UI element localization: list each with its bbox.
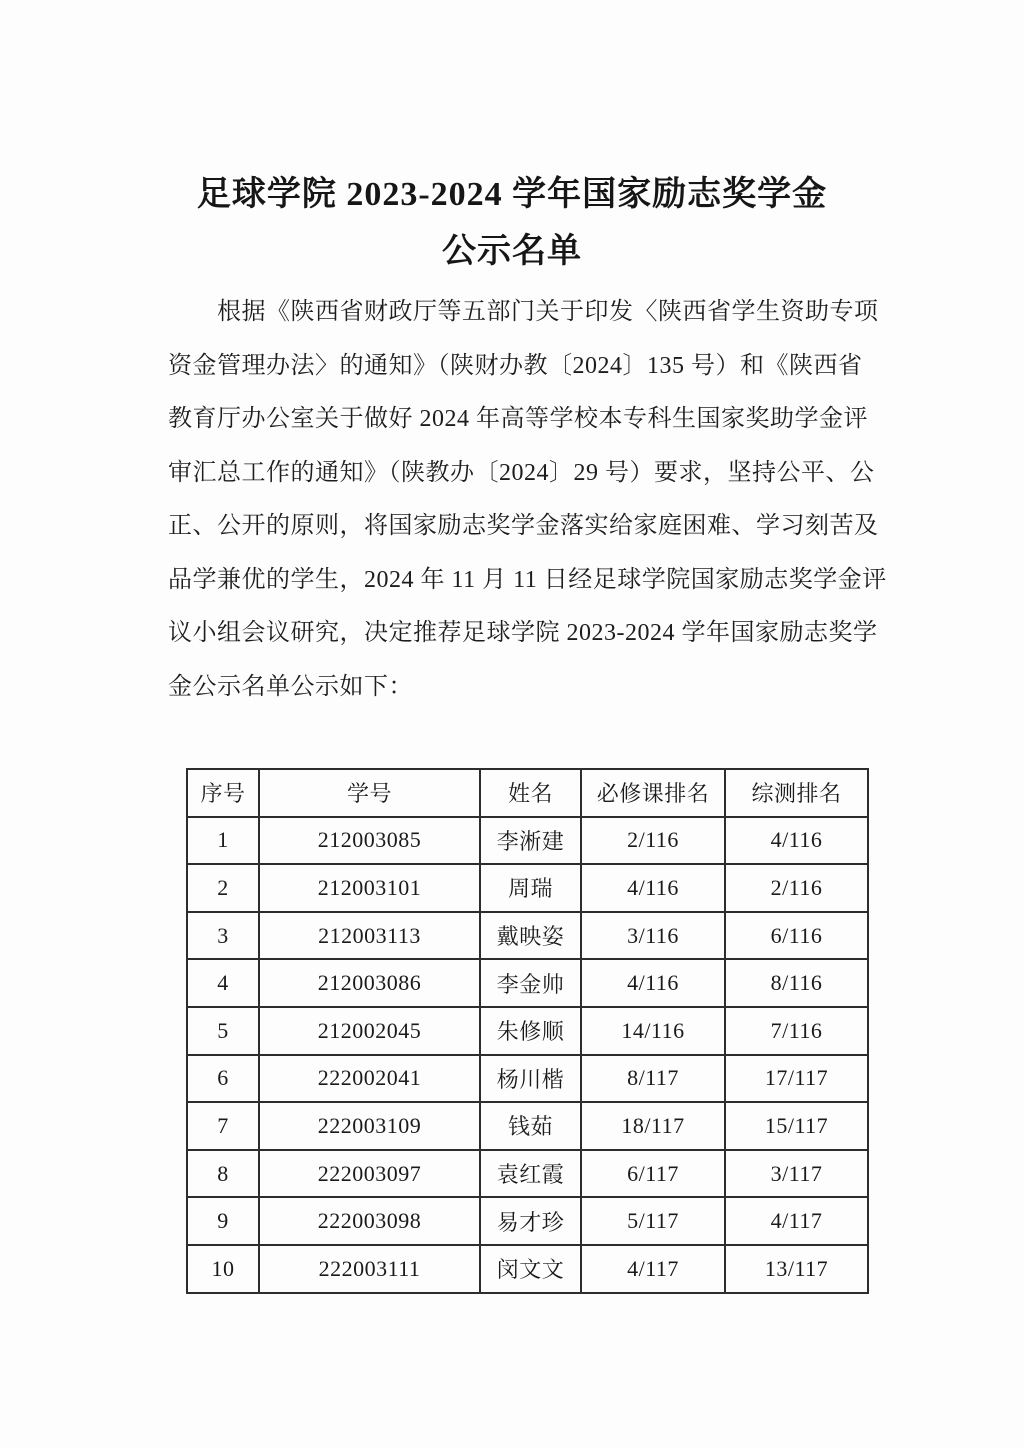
- cell-comprehensive-rank: 3/117: [725, 1150, 868, 1198]
- cell-seq: 5: [187, 1007, 259, 1055]
- scholarship-table: [186, 768, 869, 1294]
- cell-seq: 9: [187, 1197, 259, 1245]
- cell-name: 戴映姿: [480, 912, 581, 960]
- paragraph-line: 资金管理办法〉的通知》（陕财办教〔2024〕135 号）和《陕西省: [168, 352, 863, 379]
- cell-seq: 6: [187, 1055, 259, 1103]
- cell-required-course-rank: 4/117: [581, 1245, 725, 1293]
- paragraph-line: 根据《陕西省财政厅等五部门关于印发〈陕西省学生资助专项: [217, 299, 879, 325]
- cell-comprehensive-rank: 13/117: [725, 1245, 868, 1293]
- cell-comprehensive-rank: 17/117: [725, 1055, 868, 1103]
- cell-required-course-rank: 4/116: [581, 959, 725, 1007]
- cell-name: 李金帅: [480, 959, 581, 1007]
- cell-seq: 1: [187, 817, 259, 865]
- cell-student-id: 222003098: [259, 1197, 480, 1245]
- cell-comprehensive-rank: 4/116: [725, 817, 868, 865]
- cell-comprehensive-rank: 15/117: [725, 1102, 868, 1150]
- cell-student-id: 222003109: [259, 1102, 480, 1150]
- cell-seq: 3: [187, 912, 259, 960]
- cell-student-id: 212003086: [259, 959, 480, 1007]
- cell-required-course-rank: 14/116: [581, 1007, 725, 1055]
- cell-student-id: 212002045: [259, 1007, 480, 1055]
- cell-required-course-rank: 8/117: [581, 1055, 725, 1103]
- cell-student-id: 222003097: [259, 1150, 480, 1198]
- header-comprehensive-rank: 综测排名: [725, 769, 868, 817]
- table-row: [187, 912, 868, 960]
- cell-name: 易才珍: [480, 1197, 581, 1245]
- table-row: [187, 1055, 868, 1103]
- header-seq: 序号: [187, 769, 259, 817]
- title-line-2: 公示名单: [442, 233, 582, 270]
- table-row: [187, 1102, 868, 1150]
- cell-student-id: 222002041: [259, 1055, 480, 1103]
- table-row: [187, 1007, 868, 1055]
- cell-required-course-rank: 18/117: [581, 1102, 725, 1150]
- cell-seq: 4: [187, 959, 259, 1007]
- cell-seq: 7: [187, 1102, 259, 1150]
- cell-comprehensive-rank: 2/116: [725, 864, 868, 912]
- cell-student-id: 212003113: [259, 912, 480, 960]
- paragraph-line: 议小组会议研究，决定推荐足球学院 2023-2024 学年国家励志奖学: [168, 620, 878, 646]
- cell-required-course-rank: 5/117: [581, 1197, 725, 1245]
- title-line-1: 足球学院 2023-2024 学年国家励志奖学金: [196, 176, 828, 213]
- cell-student-id: 222003111: [259, 1245, 480, 1293]
- cell-comprehensive-rank: 4/117: [725, 1197, 868, 1245]
- paragraph-line: 正、公开的原则，将国家励志奖学金落实给家庭困难、学习刻苦及: [168, 513, 879, 539]
- cell-required-course-rank: 2/116: [581, 817, 725, 865]
- body-paragraph: [168, 286, 887, 714]
- table-row: [187, 817, 868, 865]
- table-row: [187, 1245, 868, 1293]
- cell-required-course-rank: 4/116: [581, 864, 725, 912]
- cell-student-id: 212003085: [259, 817, 480, 865]
- cell-comprehensive-rank: 7/116: [725, 1007, 868, 1055]
- table-row: [187, 1197, 868, 1245]
- header-student-id: 学号: [259, 769, 480, 817]
- table-header-row: [187, 769, 868, 817]
- cell-comprehensive-rank: 6/116: [725, 912, 868, 960]
- cell-comprehensive-rank: 8/116: [725, 959, 868, 1007]
- header-required-course-rank: 必修课排名: [581, 769, 725, 817]
- paragraph-line: 金公示名单公示如下：: [168, 673, 413, 700]
- cell-name: 周瑞: [480, 864, 581, 912]
- header-name: 姓名: [480, 769, 581, 817]
- table-row: [187, 864, 868, 912]
- cell-seq: 8: [187, 1150, 259, 1198]
- cell-seq: 2: [187, 864, 259, 912]
- cell-name: 钱茹: [480, 1102, 581, 1150]
- table-row: [187, 959, 868, 1007]
- cell-name: 闵文文: [480, 1245, 581, 1293]
- cell-name: 袁红霞: [480, 1150, 581, 1198]
- cell-seq: 10: [187, 1245, 259, 1293]
- cell-student-id: 212003101: [259, 864, 480, 912]
- paragraph-line: 审汇总工作的通知》（陕教办〔2024〕29 号）要求，坚持公平、公: [168, 459, 875, 486]
- paragraph-line: 教育厅办公室关于做好 2024 年高等学校本专科生国家奖助学金评: [168, 406, 868, 432]
- cell-required-course-rank: 3/116: [581, 912, 725, 960]
- cell-required-course-rank: 6/117: [581, 1150, 725, 1198]
- cell-name: 朱修顺: [480, 1007, 581, 1055]
- document-title: [0, 166, 1024, 280]
- cell-name: 杨川楷: [480, 1055, 581, 1103]
- table-row: [187, 1150, 868, 1198]
- paragraph-line: 品学兼优的学生，2024 年 11 月 11 日经足球学院国家励志奖学金评: [168, 566, 887, 593]
- cell-name: 李淅建: [480, 817, 581, 865]
